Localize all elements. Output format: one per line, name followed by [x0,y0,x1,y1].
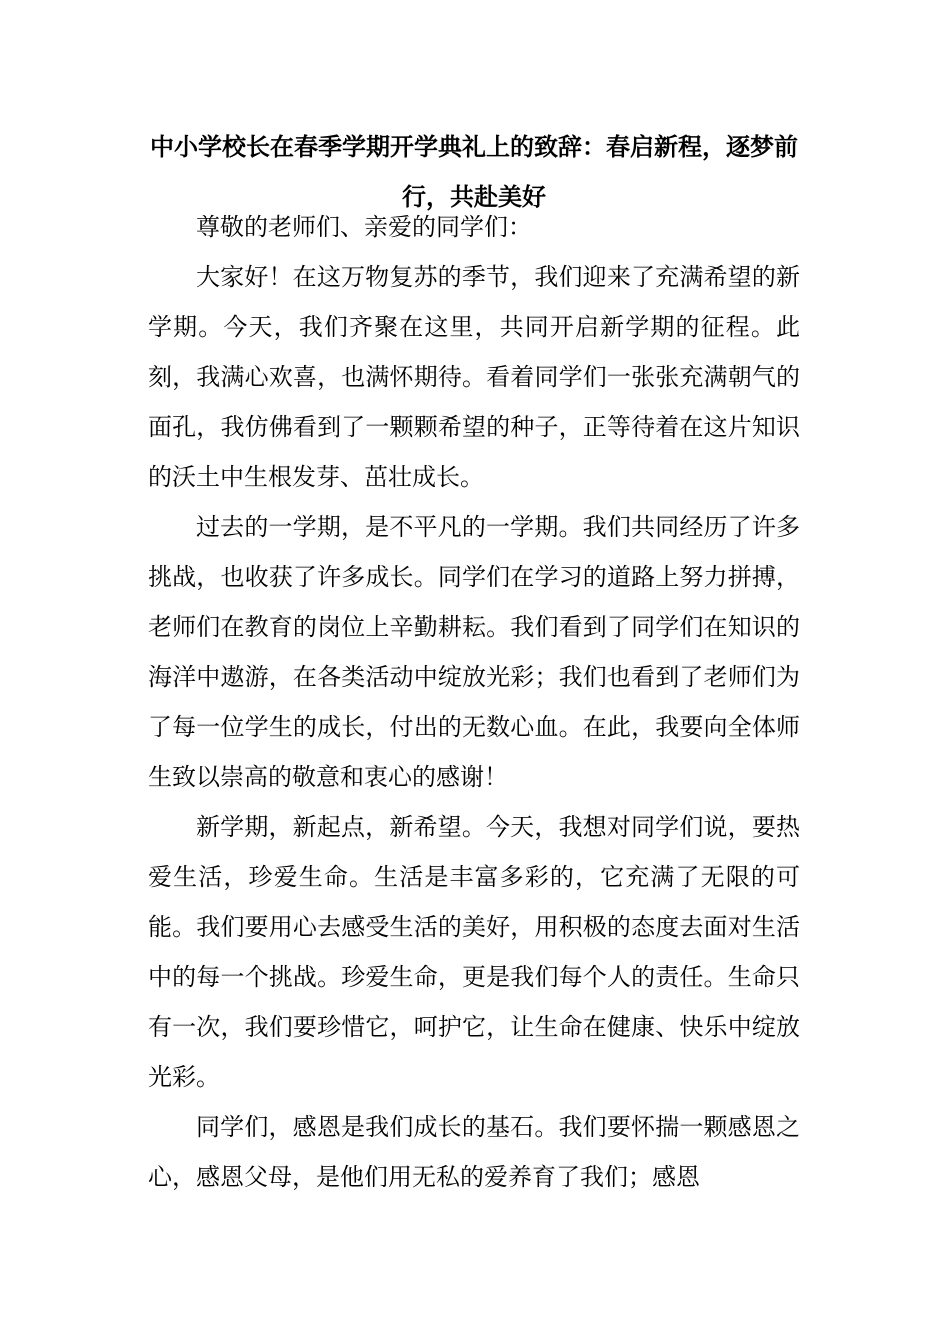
document-body [148,202,800,1202]
paragraph-gratitude: 同学们，感恩是我们成长的基石。我们要怀揣一颗感恩之心，感恩父母，是他们用无私的爱养育了我们；感恩 [148,1113,800,1191]
paragraph-salutation: 尊敬的老师们、亲爱的同学们： [196,213,532,241]
document-title: 中小学校长在春季学期开学典礼上的致辞：春启新程，逐梦前行，共赴美好 [150,132,798,211]
paragraph-past-semester: 过去的一学期，是不平凡的一学期。我们共同经历了许多挑战，也收获了许多成长。同学们在学习的道路上努力拼搏，老师们在教育的岗位上辛勤耕耘。我们看到了同学们在知识的海洋中遨游，在各类活动中绽放光彩；我们也看到了老师们为了每一位学生的成长，付出的无数心血。在此，我要向全体师生致以崇高的敬意和衷心的感谢！ [148,513,800,791]
paragraph-new-semester: 新学期，新起点，新希望。今天，我想对同学们说，要热爱生活，珍爱生命。生活是丰富多彩的，它充满了无限的可能。我们要用心去感受生活的美好，用积极的态度去面对生活中的每一个挑战。珍爱生命，更是我们每个人的责任。生命只有一次，我们要珍惜它，呵护它，让生命在健康、快乐中绽放光彩。 [148,813,800,1091]
paragraph-greeting: 大家好！在这万物复苏的季节，我们迎来了充满希望的新学期。今天，我们齐聚在这里，共同开启新学期的征程。此刻，我满心欢喜，也满怀期待。看着同学们一张张充满朝气的面孔，我仿佛看到了一颗颗希望的种子，正等待着在这片知识的沃土中生根发芽、茁壮成长。 [148,263,800,491]
